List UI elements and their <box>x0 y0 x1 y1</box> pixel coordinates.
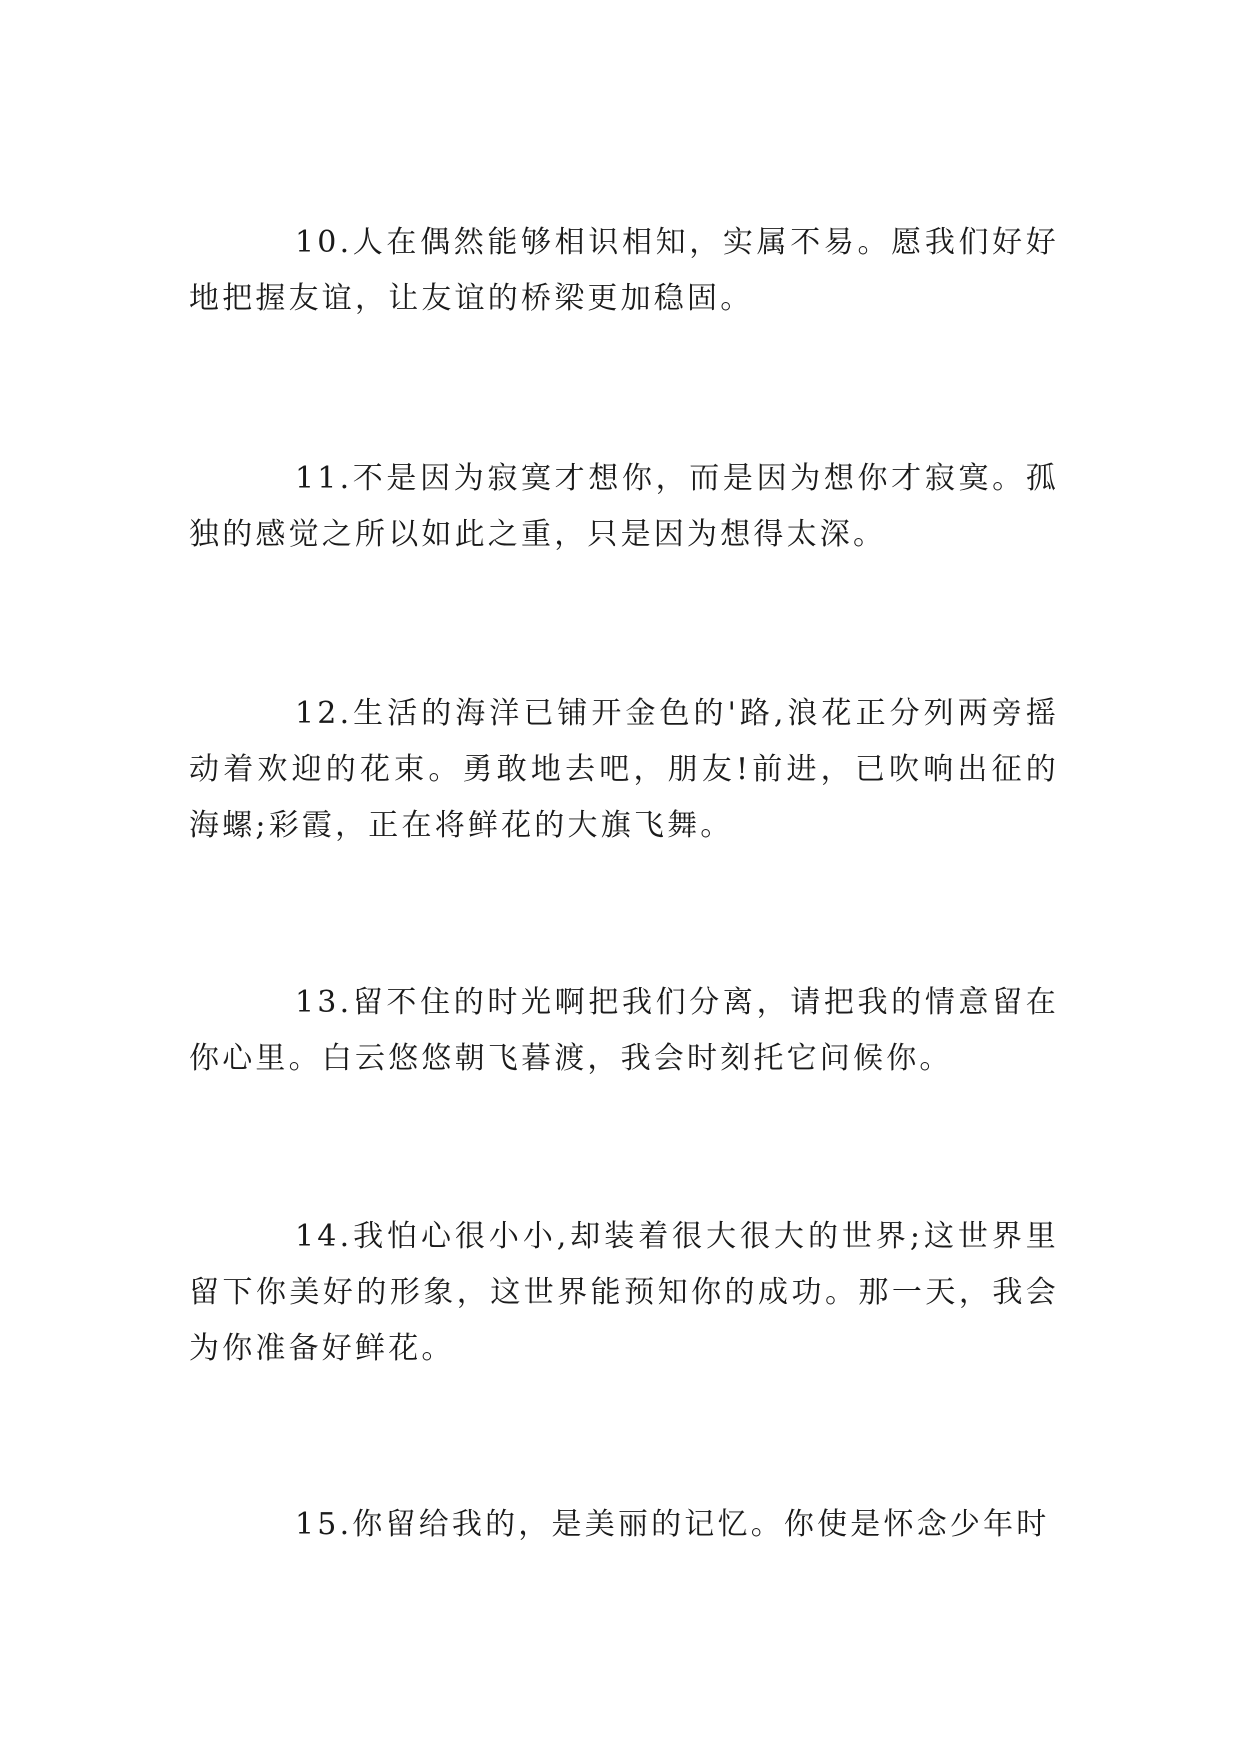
paragraph-14: 14.我怕心很小小,却装着很大很大的世界;这世界里留下你美好的形象，这世界能预知你的成功。那一天，我会为你准备好鲜花。 <box>189 1219 1059 1366</box>
paragraph-10: 10.人在偶然能够相识相知，实属不易。愿我们好好地把握友谊，让友谊的桥梁更加稳固。 <box>189 225 1059 316</box>
paragraph-13: 13.留不住的时光啊把我们分离，请把我的情意留在你心里。白云悠悠朝飞暮渡，我会时刻托它问候你。 <box>189 985 1059 1076</box>
paragraph-11: 11.不是因为寂寞才想你，而是因为想你才寂寞。孤独的感觉之所以如此之重，只是因为想得太深。 <box>189 461 1059 552</box>
paragraph-12: 12.生活的海洋已铺开金色的'路,浪花正分列两旁摇动着欢迎的花束。勇敢地去吧，朋友!前进，已吹响出征的海螺;彩霞，正在将鲜花的大旗飞舞。 <box>189 696 1059 843</box>
paragraph-15: 15.你留给我的，是美丽的记忆。你使是怀念少年时 <box>295 1507 1050 1542</box>
